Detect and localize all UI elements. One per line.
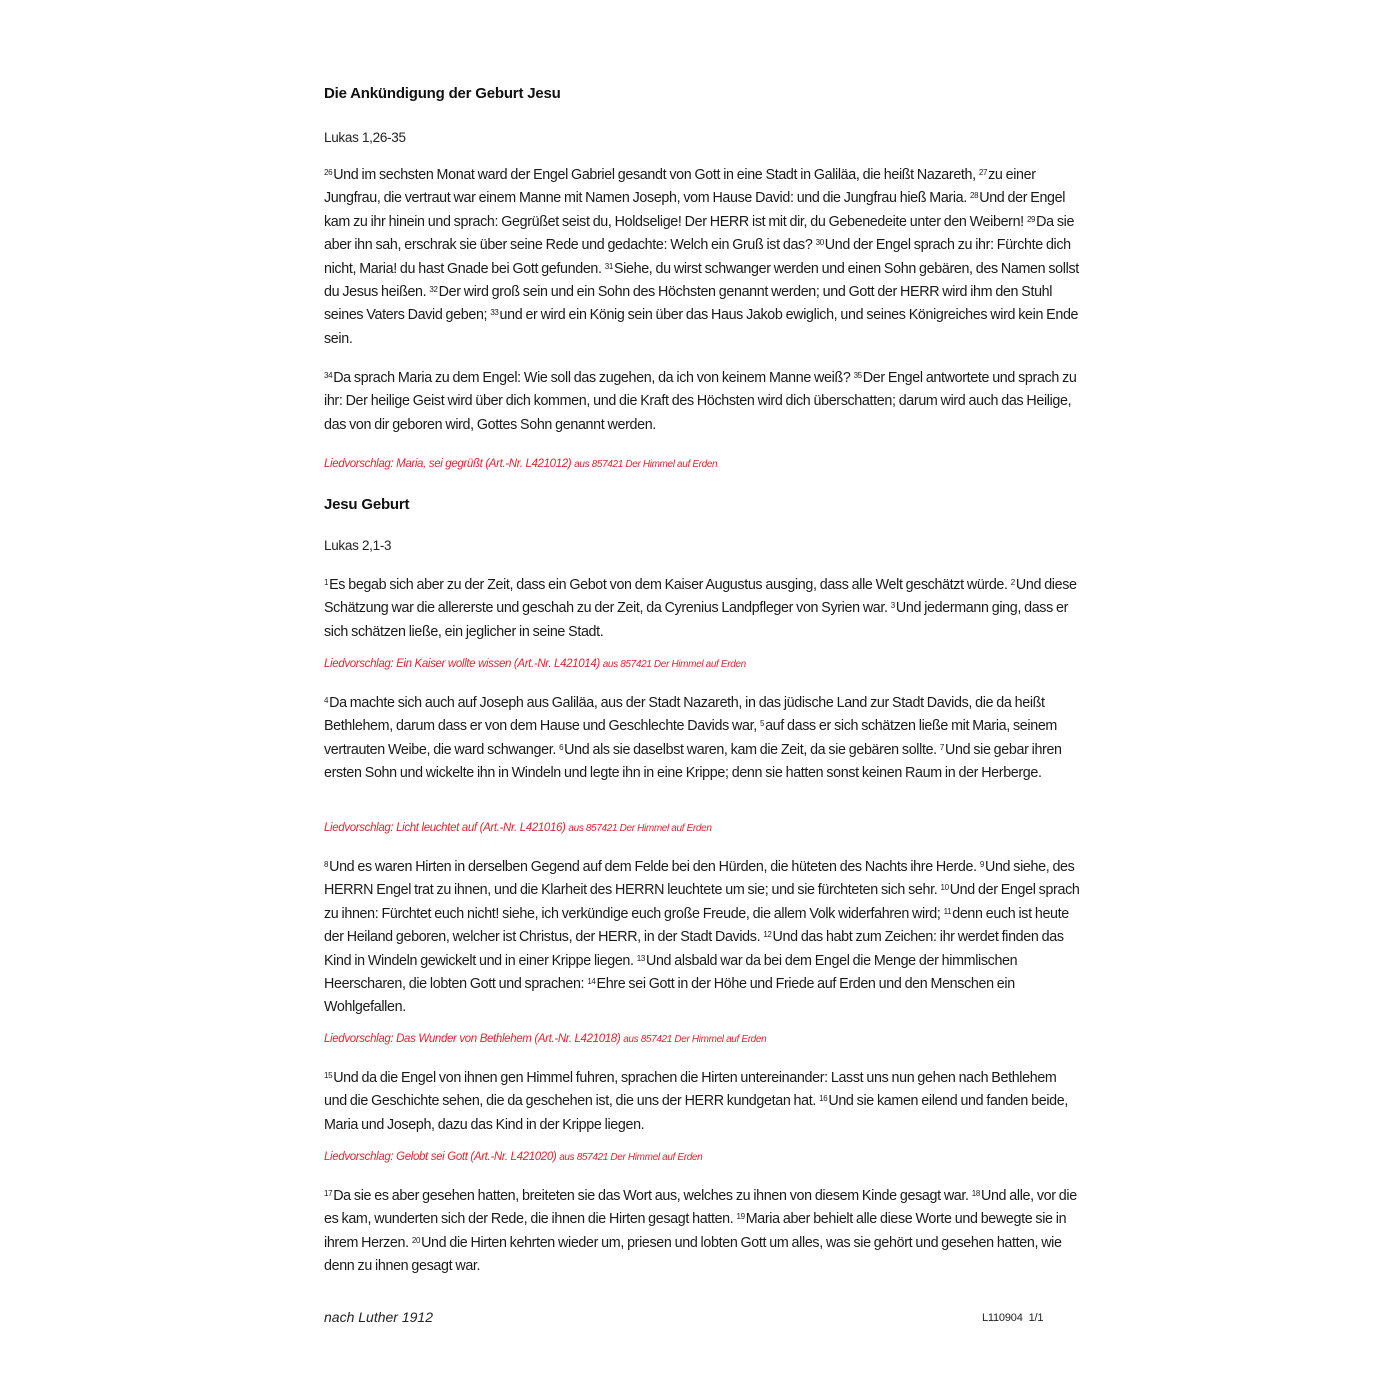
verse-number: 34 bbox=[324, 371, 333, 380]
verse-text: Und der Engel kam zu ihr hinein und sprach: Gegrüßet seist du, Holdselige! Der HERR ist mit dir, du Gebenedeite unter den Weibern! bbox=[324, 190, 1066, 230]
verse-text: auf dass er sich schätzen ließe mit Maria, seinem vertrauten Weibe, die ward schwanger. bbox=[324, 718, 1057, 758]
verse-number: 8 bbox=[324, 860, 329, 869]
verse-number: 26 bbox=[324, 168, 333, 177]
verse-text: Es begab sich aber zu der Zeit, dass ein Gebot von dem Kaiser Augustus ausging, dass alle Welt geschätzt würde. bbox=[329, 577, 1008, 593]
verse-text: und er wird ein König sein über das Haus Jakob ewiglich, und seines Königreiches wird kein Ende sein. bbox=[324, 307, 1079, 347]
verse-text: Der wird groß sein und ein Sohn des Höchsten genannt werden; und Gott der HERR wird ihm den Stuhl seines Vaters David geben; bbox=[324, 284, 1053, 324]
verse-text: Da sie aber ihn sah, erschrak sie über seine Rede und gedachte: Welch ein Gruß ist das? bbox=[324, 213, 1075, 254]
song-label: Liedvorschlag: Gelobt sei Gott (Art.-Nr. L421020) bbox=[324, 1151, 557, 1163]
verse-text: Und sie gebar ihren ersten Sohn und wickelte ihn in Windeln und legte ihn in eine Krippe; denn sie hatten sonst keinen Raum in der Herberge. bbox=[324, 741, 1062, 782]
verse-text: Und als sie daselbst waren, kam die Zeit, da sie gebären sollte. bbox=[564, 741, 937, 758]
scripture-paragraph bbox=[324, 1067, 1080, 1137]
footer-attribution: nach Luther 1912 bbox=[324, 1309, 433, 1325]
verse-number: 12 bbox=[763, 930, 772, 940]
song-suggestion bbox=[324, 822, 712, 834]
verse-text: Und jedermann ging, dass er sich schätzen ließe, ein jeglicher in seine Stadt. bbox=[324, 600, 1069, 640]
verse-number: 19 bbox=[736, 1212, 745, 1222]
verse-number: 11 bbox=[943, 906, 952, 916]
verse-text: Da sprach Maria zu dem Engel: Wie soll das zugehen, da ich von keinem Manne weiß? bbox=[333, 370, 851, 386]
song-label: Liedvorschlag: Licht leuchtet auf (Art.-Nr. L421016) bbox=[324, 822, 566, 834]
verse-number: 20 bbox=[411, 1235, 421, 1245]
verse-number: 35 bbox=[853, 371, 862, 380]
section-title: Die Ankündigung der Geburt Jesu bbox=[324, 85, 561, 102]
verse-number: 33 bbox=[490, 308, 499, 318]
verse-number: 9 bbox=[979, 860, 984, 869]
verse-text: denn euch ist heute der Heiland geboren, welcher ist Christus, der HERR, in der Stadt Davids. bbox=[324, 905, 1069, 946]
verse-number: 18 bbox=[971, 1189, 980, 1198]
verse-text: Und sie kamen eilend und fanden beide, Maria und Joseph, dazu das Kind in der Krippe liegen. bbox=[324, 1093, 1068, 1133]
verse-text: Siehe, du wirst schwanger werden und einen Sohn gebären, des Namen sollst du Jesus heißen. bbox=[324, 260, 1079, 301]
song-source: aus 857421 Der Himmel auf Erden bbox=[559, 1152, 703, 1163]
document-id: L110904 bbox=[982, 1312, 1023, 1324]
verse-number: 6 bbox=[559, 742, 564, 752]
verse-number: 7 bbox=[939, 742, 945, 752]
scripture-paragraph bbox=[324, 692, 1080, 786]
verse-text: Und es waren Hirten in derselben Gegend auf dem Felde bei den Hürden, die hüteten des Nachts ihre Herde. bbox=[329, 859, 977, 875]
song-suggestion bbox=[324, 1033, 766, 1045]
page-number: 1/1 bbox=[1028, 1312, 1044, 1324]
verse-text: Da machte sich auch auf Joseph aus Galiläa, aus der Stadt Nazareth, in das jüdische Land zur Stadt Davids, die da heißt Bethlehem, darum dass er von dem Hause und Geschlechte Davids war, bbox=[324, 695, 1045, 735]
song-label: Liedvorschlag: Ein Kaiser wollte wissen (Art.-Nr. L421014) bbox=[324, 658, 600, 670]
verse-number: 15 bbox=[324, 1071, 333, 1080]
verse-text: Und der Engel sprach zu ihr: Fürchte dich nicht, Maria! du hast Gnade bei Gott gefunden. bbox=[324, 237, 1071, 277]
song-suggestion bbox=[324, 658, 746, 670]
song-source: aus 857421 Der Himmel auf Erden bbox=[574, 459, 718, 470]
song-source: aus 857421 Der Himmel auf Erden bbox=[568, 823, 712, 834]
verse-number: 30 bbox=[815, 238, 824, 248]
verse-text: Und alle, vor die es kam, wunderten sich der Rede, die ihnen die Hirten gesagt hatten. bbox=[324, 1188, 1077, 1228]
scripture-paragraph bbox=[324, 574, 1080, 644]
verse-text: Und alsbald war da bei dem Engel die Menge der himmlischen Heerscharen, die lobten Gott und sprachen: bbox=[324, 952, 1018, 993]
song-suggestion bbox=[324, 1151, 702, 1163]
scripture-reference: Lukas 2,1-3 bbox=[324, 538, 392, 553]
verse-text: Und da die Engel von ihnen gen Himmel fuhren, sprachen die Hirten untereinander: Lasst uns nun gehen nach Bethlehem und die Geschichte sehen, die da geschehen ist, die uns der HERR kundgetan hat. bbox=[324, 1070, 1057, 1110]
verse-text: Und die Hirten kehrten wieder um, priesen und lobten Gott um alles, was sie gehört und gesehen hatten, wie denn zu ihnen gesagt war. bbox=[324, 1234, 1062, 1275]
verse-text: zu einer Jungfrau, die vertraut war einem Manne mit Namen Joseph, vom Hause David: und die Jungfrau hieß Maria. bbox=[324, 167, 1036, 207]
footer-doc-info bbox=[982, 1312, 1043, 1324]
verse-number: 2 bbox=[1010, 578, 1015, 587]
verse-number: 4 bbox=[324, 696, 329, 705]
verse-number: 16 bbox=[819, 1094, 828, 1104]
song-source: aus 857421 Der Himmel auf Erden bbox=[602, 659, 746, 670]
verse-number: 28 bbox=[970, 191, 979, 201]
verse-text: Da sie es aber gesehen hatten, breiteten sie das Wort aus, welches zu ihnen von diesem Kinde gesagt war. bbox=[333, 1188, 969, 1204]
scripture-paragraph bbox=[324, 164, 1080, 351]
verse-text: Maria aber behielt alle diese Worte und bewegte sie in ihrem Herzen. bbox=[324, 1211, 1067, 1251]
verse-number: 13 bbox=[636, 953, 645, 963]
scripture-paragraph bbox=[324, 856, 1080, 1020]
song-label: Liedvorschlag: Das Wunder von Bethlehem (Art.-Nr. L421018) bbox=[324, 1033, 621, 1045]
verse-number: 5 bbox=[759, 719, 765, 729]
song-suggestion bbox=[324, 458, 717, 470]
song-label: Liedvorschlag: Maria, sei gegrüßt (Art.-Nr. L421012) bbox=[324, 458, 572, 470]
section-title: Jesu Geburt bbox=[324, 496, 410, 513]
verse-number: 10 bbox=[940, 883, 949, 893]
verse-number: 14 bbox=[587, 977, 596, 987]
verse-number: 27 bbox=[978, 168, 988, 177]
verse-text: Der Engel antwortete und sprach zu ihr: Der heilige Geist wird über dich kommen, und die Kraft des Höchsten wird dich überschatten; darum wird auch das Heilige, das von dir geboren wird, Gottes Sohn genannt werden. bbox=[324, 370, 1077, 433]
verse-text: Und der Engel sprach zu ihnen: Fürchtet euch nicht! siehe, ich verkündige euch große Freude, die allem Volk widerfahren wird; bbox=[324, 882, 1080, 922]
verse-number: 1 bbox=[324, 578, 329, 587]
verse-number: 32 bbox=[429, 285, 438, 295]
verse-number: 3 bbox=[890, 601, 895, 611]
scripture-paragraph bbox=[324, 367, 1080, 437]
verse-number: 31 bbox=[604, 261, 613, 271]
verse-number: 29 bbox=[1026, 214, 1036, 224]
verse-text: Und im sechsten Monat ward der Engel Gabriel gesandt von Gott in eine Stadt in Galiläa, die heißt Nazareth, bbox=[333, 167, 976, 183]
scripture-reference: Lukas 1,26-35 bbox=[324, 130, 406, 145]
verse-text: Und das habt zum Zeichen: ihr werdet finden das Kind in Windeln gewickelt und in einer Krippe liegen. bbox=[324, 929, 1064, 969]
verse-text: Und diese Schätzung war die allererste und geschah zu der Zeit, da Cyrenius Landpfleger von Syrien war. bbox=[324, 577, 1077, 617]
verse-number: 17 bbox=[324, 1189, 333, 1198]
song-source: aus 857421 Der Himmel auf Erden bbox=[623, 1034, 767, 1045]
verse-text: Ehre sei Gott in der Höhe und Friede auf Erden und den Menschen ein Wohlgefallen. bbox=[324, 976, 1015, 1016]
verse-text: Und siehe, des HERRN Engel trat zu ihnen, und die Klarheit des HERRN leuchtete um sie; und sie fürchteten sich sehr. bbox=[324, 859, 1075, 899]
scripture-paragraph bbox=[324, 1185, 1080, 1279]
